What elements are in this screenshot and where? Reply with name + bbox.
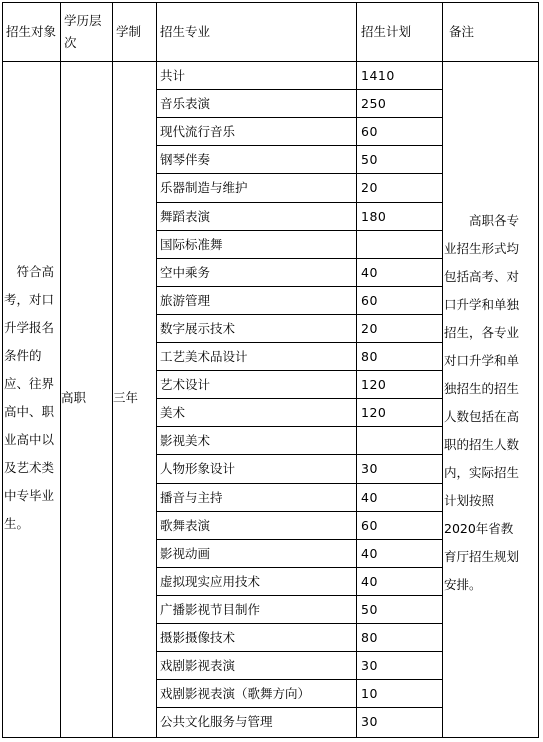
grid-vline [538, 2, 539, 738]
plan-cell [357, 427, 443, 455]
plan-cell: 1410 [361, 68, 395, 83]
duration-value: 三年 [113, 390, 139, 405]
major-cell: 虚拟现实应用技术 [160, 573, 261, 589]
plan-cell: 50 [361, 152, 378, 168]
plan-cell: 60 [361, 517, 378, 533]
header-target: 招生对象 [6, 23, 57, 39]
plan-cell: 20 [361, 180, 378, 196]
grid-vline [112, 2, 113, 738]
level-value: 高职 [61, 390, 87, 405]
major-cell: 国际标准舞 [160, 236, 223, 252]
target-description: 符合高 考，对口 升学报名 条件的 应、往界 高中、职 业高中以 及艺术类 中专毕业 生。 [4, 264, 55, 531]
plan-cell: 60 [361, 124, 378, 140]
major-cell: 乐器制造与维护 [160, 180, 248, 196]
major-cell: 人物形象设计 [160, 461, 236, 477]
plan-cell: 30 [361, 461, 378, 477]
grid-vline [2, 2, 3, 738]
plan-cell: 40 [361, 545, 378, 561]
header-remark: 备注 [449, 23, 475, 39]
plan-cell [357, 231, 443, 259]
plan-cell: 250 [361, 96, 387, 112]
plan-cell: 80 [361, 349, 378, 364]
major-cell: 数字展示技术 [160, 320, 236, 336]
major-cell: 影视动画 [160, 545, 211, 561]
major-cell: 空中乘务 [160, 264, 211, 280]
plan-cell: 80 [361, 630, 378, 645]
header-duration: 学制 [116, 23, 142, 39]
plan-cell: 120 [361, 405, 387, 421]
plan-cell: 40 [361, 573, 378, 589]
major-cell: 影视美术 [160, 433, 211, 449]
plan-cell: 40 [361, 489, 378, 505]
major-cell: 钢琴伴奏 [160, 152, 211, 168]
major-cell: 舞蹈表演 [160, 208, 211, 224]
major-cell: 摄影摄像技术 [160, 630, 236, 645]
plan-cell: 60 [361, 292, 378, 308]
header-level: 学历层 次 [64, 12, 102, 50]
major-cell: 广播影视节目制作 [160, 601, 261, 617]
header-plan: 招生计划 [361, 23, 412, 39]
header-major: 招生专业 [160, 23, 211, 39]
remark-description: 高职各专 业招生形式均 包括高考、对 口升学和单独 招生，各专业 对口升学和单 独招生的招生 人数包括在高 职的招生人数 内，实际招生 计划按照 2020年省教 育厅招生规划 安排。 [444, 213, 520, 592]
major-cell: 戏剧影视表演 [160, 658, 236, 674]
plan-cell: 120 [361, 377, 387, 393]
major-cell: 艺术设计 [160, 377, 211, 393]
plan-cell: 40 [361, 264, 378, 280]
plan-cell: 20 [361, 320, 378, 336]
major-cell: 美术 [160, 405, 186, 421]
major-cell: 工艺美术品设计 [160, 349, 248, 364]
plan-cell: 180 [361, 208, 387, 224]
grid-vline [60, 2, 61, 738]
plan-cell: 50 [361, 601, 378, 617]
major-cell: 歌舞表演 [160, 517, 211, 533]
major-cell: 现代流行音乐 [160, 124, 236, 140]
major-cell: 旅游管理 [160, 292, 211, 308]
major-cell: 公共文化服务与管理 [160, 714, 273, 730]
major-cell: 播音与主持 [160, 489, 223, 505]
plan-cell: 30 [361, 714, 378, 730]
major-cell: 音乐表演 [160, 96, 211, 112]
major-cell: 戏剧影视表演（歌舞方向） [160, 686, 311, 702]
plan-cell: 10 [361, 686, 378, 702]
table-bottom-border [2, 737, 539, 738]
plan-cell: 30 [361, 658, 378, 674]
major-cell: 共计 [160, 68, 186, 83]
